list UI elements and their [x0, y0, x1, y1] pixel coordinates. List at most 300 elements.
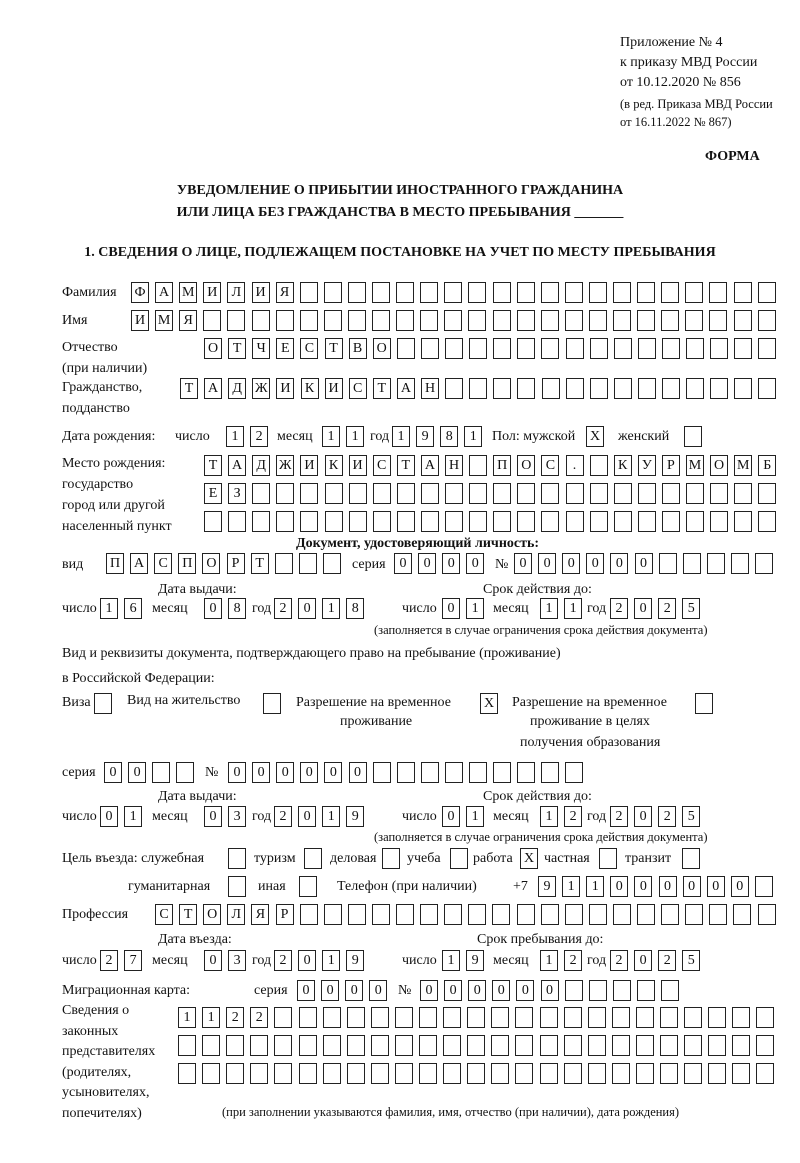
char-cell[interactable]: [178, 1035, 196, 1056]
char-cell[interactable]: 0: [541, 980, 559, 1001]
char-cell[interactable]: А: [421, 455, 439, 476]
char-cell[interactable]: 1: [100, 598, 118, 619]
char-cell[interactable]: [613, 904, 631, 925]
char-cell[interactable]: [710, 511, 728, 532]
char-cell[interactable]: [325, 483, 343, 504]
char-cell[interactable]: [304, 848, 322, 869]
char-cell[interactable]: [491, 1007, 509, 1028]
char-cell[interactable]: Н: [421, 378, 439, 399]
char-cell[interactable]: [420, 310, 438, 331]
char-cell[interactable]: 0: [321, 980, 339, 1001]
char-cell[interactable]: [755, 553, 773, 574]
char-cell[interactable]: 0: [683, 876, 701, 897]
char-cell[interactable]: 0: [252, 762, 270, 783]
char-cell[interactable]: 0: [298, 806, 316, 827]
char-cell[interactable]: [707, 553, 725, 574]
char-cell[interactable]: [612, 1007, 630, 1028]
char-cell[interactable]: 0: [516, 980, 534, 1001]
char-cell[interactable]: [94, 693, 112, 714]
char-cell[interactable]: М: [734, 455, 752, 476]
char-cell[interactable]: [710, 378, 728, 399]
char-cell[interactable]: 1: [322, 950, 340, 971]
char-cell[interactable]: [323, 1007, 341, 1028]
char-cell[interactable]: 6: [124, 598, 142, 619]
char-cell[interactable]: Е: [204, 483, 222, 504]
char-cell[interactable]: [202, 1035, 220, 1056]
char-cell[interactable]: О: [202, 553, 220, 574]
char-cell[interactable]: [467, 1007, 485, 1028]
char-cell[interactable]: [445, 762, 463, 783]
char-cell[interactable]: [347, 1035, 365, 1056]
char-cell[interactable]: 1: [392, 426, 410, 447]
char-cell[interactable]: [695, 693, 713, 714]
char-cell[interactable]: [299, 1035, 317, 1056]
char-cell[interactable]: [373, 511, 391, 532]
char-cell[interactable]: 0: [514, 553, 532, 574]
char-cell[interactable]: [756, 1035, 774, 1056]
char-cell[interactable]: 9: [416, 426, 434, 447]
char-cell[interactable]: [444, 282, 462, 303]
char-cell[interactable]: Т: [204, 455, 222, 476]
char-cell[interactable]: И: [325, 378, 343, 399]
char-cell[interactable]: [566, 511, 584, 532]
char-cell[interactable]: 1: [346, 426, 364, 447]
char-cell[interactable]: [686, 338, 704, 359]
char-cell[interactable]: 0: [420, 980, 438, 1001]
char-cell[interactable]: [421, 762, 439, 783]
char-cell[interactable]: [469, 455, 487, 476]
char-cell[interactable]: [708, 1035, 726, 1056]
char-cell[interactable]: [445, 378, 463, 399]
char-cell[interactable]: [541, 511, 559, 532]
char-cell[interactable]: Т: [180, 378, 198, 399]
char-cell[interactable]: [541, 483, 559, 504]
char-cell[interactable]: [613, 282, 631, 303]
char-cell[interactable]: [709, 282, 727, 303]
char-cell[interactable]: [734, 338, 752, 359]
char-cell[interactable]: [323, 553, 341, 574]
char-cell[interactable]: [204, 511, 222, 532]
char-cell[interactable]: [517, 282, 535, 303]
char-cell[interactable]: [540, 1035, 558, 1056]
char-cell[interactable]: [565, 310, 583, 331]
char-cell[interactable]: 0: [466, 553, 484, 574]
char-cell[interactable]: 1: [464, 426, 482, 447]
char-cell[interactable]: С: [541, 455, 559, 476]
char-cell[interactable]: И: [349, 455, 367, 476]
char-cell[interactable]: О: [710, 455, 728, 476]
char-cell[interactable]: О: [517, 455, 535, 476]
char-cell[interactable]: [202, 1063, 220, 1084]
char-cell[interactable]: [468, 282, 486, 303]
char-cell[interactable]: [372, 904, 390, 925]
char-cell[interactable]: 0: [394, 553, 412, 574]
char-cell[interactable]: [637, 980, 655, 1001]
char-cell[interactable]: [493, 762, 511, 783]
char-cell[interactable]: [589, 904, 607, 925]
char-cell[interactable]: [565, 904, 583, 925]
char-cell[interactable]: 1: [322, 806, 340, 827]
char-cell[interactable]: 1: [562, 876, 580, 897]
char-cell[interactable]: [226, 1063, 244, 1084]
char-cell[interactable]: [324, 282, 342, 303]
char-cell[interactable]: [731, 553, 749, 574]
char-cell[interactable]: [588, 1063, 606, 1084]
char-cell[interactable]: 0: [468, 980, 486, 1001]
char-cell[interactable]: 0: [634, 806, 652, 827]
char-cell[interactable]: [299, 876, 317, 897]
char-cell[interactable]: И: [300, 455, 318, 476]
char-cell[interactable]: [636, 1063, 654, 1084]
char-cell[interactable]: [445, 338, 463, 359]
char-cell[interactable]: 0: [369, 980, 387, 1001]
char-cell[interactable]: [541, 282, 559, 303]
char-cell[interactable]: Т: [228, 338, 246, 359]
char-cell[interactable]: [348, 904, 366, 925]
char-cell[interactable]: [443, 1035, 461, 1056]
char-cell[interactable]: [396, 310, 414, 331]
char-cell[interactable]: [517, 904, 535, 925]
char-cell[interactable]: 9: [346, 950, 364, 971]
char-cell[interactable]: [637, 282, 655, 303]
char-cell[interactable]: 1: [442, 950, 460, 971]
char-cell[interactable]: 3: [228, 806, 246, 827]
char-cell[interactable]: 0: [418, 553, 436, 574]
char-cell[interactable]: [324, 904, 342, 925]
char-cell[interactable]: [300, 483, 318, 504]
char-cell[interactable]: 0: [586, 553, 604, 574]
char-cell[interactable]: [734, 483, 752, 504]
char-cell[interactable]: [493, 310, 511, 331]
char-cell[interactable]: А: [130, 553, 148, 574]
char-cell[interactable]: [371, 1007, 389, 1028]
char-cell[interactable]: [756, 1063, 774, 1084]
char-cell[interactable]: Д: [252, 455, 270, 476]
char-cell[interactable]: [300, 282, 318, 303]
char-cell[interactable]: 0: [634, 950, 652, 971]
char-cell[interactable]: 1: [466, 598, 484, 619]
char-cell[interactable]: [684, 1063, 702, 1084]
char-cell[interactable]: [443, 1063, 461, 1084]
char-cell[interactable]: [564, 1035, 582, 1056]
char-cell[interactable]: [373, 762, 391, 783]
char-cell[interactable]: [732, 1007, 750, 1028]
char-cell[interactable]: [371, 1063, 389, 1084]
char-cell[interactable]: [599, 848, 617, 869]
char-cell[interactable]: [614, 483, 632, 504]
char-cell[interactable]: 0: [659, 876, 677, 897]
char-cell[interactable]: [323, 1063, 341, 1084]
char-cell[interactable]: [252, 310, 270, 331]
char-cell[interactable]: [590, 338, 608, 359]
char-cell[interactable]: 2: [610, 806, 628, 827]
char-cell[interactable]: [444, 904, 462, 925]
char-cell[interactable]: [638, 338, 656, 359]
char-cell[interactable]: [540, 1007, 558, 1028]
char-cell[interactable]: [686, 511, 704, 532]
char-cell[interactable]: [299, 1063, 317, 1084]
char-cell[interactable]: [517, 483, 535, 504]
char-cell[interactable]: 0: [610, 553, 628, 574]
char-cell[interactable]: А: [155, 282, 173, 303]
char-cell[interactable]: [299, 1007, 317, 1028]
char-cell[interactable]: Л: [227, 282, 245, 303]
char-cell[interactable]: [758, 483, 776, 504]
char-cell[interactable]: [612, 1063, 630, 1084]
char-cell[interactable]: [515, 1007, 533, 1028]
char-cell[interactable]: П: [106, 553, 124, 574]
char-cell[interactable]: 0: [634, 598, 652, 619]
char-cell[interactable]: [588, 1007, 606, 1028]
char-cell[interactable]: К: [614, 455, 632, 476]
char-cell[interactable]: 2: [274, 806, 292, 827]
char-cell[interactable]: [228, 876, 246, 897]
char-cell[interactable]: [590, 378, 608, 399]
char-cell[interactable]: 1: [540, 950, 558, 971]
char-cell[interactable]: 9: [346, 806, 364, 827]
char-cell[interactable]: [683, 553, 701, 574]
char-cell[interactable]: [421, 511, 439, 532]
char-cell[interactable]: [660, 1007, 678, 1028]
char-cell[interactable]: [469, 378, 487, 399]
char-cell[interactable]: В: [349, 338, 367, 359]
char-cell[interactable]: [565, 762, 583, 783]
char-cell[interactable]: 2: [658, 598, 676, 619]
char-cell[interactable]: [517, 310, 535, 331]
char-cell[interactable]: 1: [540, 806, 558, 827]
char-cell[interactable]: [372, 282, 390, 303]
char-cell[interactable]: [614, 338, 632, 359]
char-cell[interactable]: 2: [658, 950, 676, 971]
char-cell[interactable]: 0: [128, 762, 146, 783]
char-cell[interactable]: 1: [586, 876, 604, 897]
char-cell[interactable]: [661, 282, 679, 303]
char-cell[interactable]: [662, 378, 680, 399]
char-cell[interactable]: 0: [610, 876, 628, 897]
char-cell[interactable]: 1: [322, 598, 340, 619]
char-cell[interactable]: [419, 1063, 437, 1084]
char-cell[interactable]: [732, 1035, 750, 1056]
char-cell[interactable]: Т: [373, 378, 391, 399]
char-cell[interactable]: [493, 483, 511, 504]
char-cell[interactable]: К: [301, 378, 319, 399]
char-cell[interactable]: [708, 1007, 726, 1028]
char-cell[interactable]: [348, 282, 366, 303]
char-cell[interactable]: 1: [202, 1007, 220, 1028]
char-cell[interactable]: [684, 1007, 702, 1028]
char-cell[interactable]: [276, 483, 294, 504]
char-cell[interactable]: [637, 310, 655, 331]
char-cell[interactable]: [758, 511, 776, 532]
char-cell[interactable]: [517, 762, 535, 783]
char-cell[interactable]: Т: [179, 904, 197, 925]
char-cell[interactable]: [492, 904, 510, 925]
char-cell[interactable]: [734, 310, 752, 331]
char-cell[interactable]: [709, 904, 727, 925]
char-cell[interactable]: [324, 310, 342, 331]
char-cell[interactable]: [636, 1035, 654, 1056]
char-cell[interactable]: [419, 1035, 437, 1056]
char-cell[interactable]: [469, 762, 487, 783]
char-cell[interactable]: [758, 904, 776, 925]
char-cell[interactable]: [276, 511, 294, 532]
char-cell[interactable]: 0: [538, 553, 556, 574]
char-cell[interactable]: [564, 1063, 582, 1084]
char-cell[interactable]: [396, 904, 414, 925]
char-cell[interactable]: [228, 848, 246, 869]
char-cell[interactable]: [395, 1007, 413, 1028]
char-cell[interactable]: [300, 310, 318, 331]
char-cell[interactable]: [661, 980, 679, 1001]
char-cell[interactable]: [590, 483, 608, 504]
char-cell[interactable]: 0: [298, 950, 316, 971]
char-cell[interactable]: 8: [228, 598, 246, 619]
char-cell[interactable]: 9: [466, 950, 484, 971]
char-cell[interactable]: [300, 511, 318, 532]
char-cell[interactable]: 7: [124, 950, 142, 971]
char-cell[interactable]: [419, 1007, 437, 1028]
char-cell[interactable]: 3: [228, 950, 246, 971]
char-cell[interactable]: [566, 483, 584, 504]
char-cell[interactable]: [710, 483, 728, 504]
char-cell[interactable]: [468, 904, 486, 925]
char-cell[interactable]: [395, 1035, 413, 1056]
char-cell[interactable]: 2: [564, 950, 582, 971]
char-cell[interactable]: [659, 553, 677, 574]
char-cell[interactable]: [660, 1035, 678, 1056]
char-cell[interactable]: Т: [325, 338, 343, 359]
char-cell[interactable]: [756, 1007, 774, 1028]
char-cell[interactable]: 2: [250, 1007, 268, 1028]
char-cell[interactable]: А: [228, 455, 246, 476]
char-cell[interactable]: [637, 904, 655, 925]
char-cell[interactable]: [491, 1035, 509, 1056]
char-cell[interactable]: О: [203, 904, 221, 925]
char-cell[interactable]: С: [373, 455, 391, 476]
char-cell[interactable]: 8: [346, 598, 364, 619]
char-cell[interactable]: [274, 1063, 292, 1084]
char-cell[interactable]: [684, 1035, 702, 1056]
char-cell[interactable]: 0: [104, 762, 122, 783]
char-cell[interactable]: 0: [204, 598, 222, 619]
char-cell[interactable]: Т: [251, 553, 269, 574]
char-cell[interactable]: 0: [345, 980, 363, 1001]
char-cell[interactable]: [347, 1007, 365, 1028]
char-cell[interactable]: [372, 310, 390, 331]
char-cell[interactable]: 1: [322, 426, 340, 447]
char-cell[interactable]: [590, 455, 608, 476]
char-cell[interactable]: 2: [250, 426, 268, 447]
char-cell[interactable]: [467, 1035, 485, 1056]
char-cell[interactable]: [493, 378, 511, 399]
char-cell[interactable]: С: [154, 553, 172, 574]
char-cell[interactable]: Ж: [252, 378, 270, 399]
char-cell[interactable]: Ж: [276, 455, 294, 476]
char-cell[interactable]: [613, 310, 631, 331]
char-cell[interactable]: [152, 762, 170, 783]
char-cell[interactable]: А: [397, 378, 415, 399]
char-cell[interactable]: [348, 310, 366, 331]
char-cell[interactable]: 2: [226, 1007, 244, 1028]
char-cell[interactable]: [226, 1035, 244, 1056]
char-cell[interactable]: X: [586, 426, 604, 447]
char-cell[interactable]: 0: [444, 980, 462, 1001]
char-cell[interactable]: С: [300, 338, 318, 359]
char-cell[interactable]: [371, 1035, 389, 1056]
char-cell[interactable]: .: [566, 455, 584, 476]
char-cell[interactable]: У: [638, 455, 656, 476]
char-cell[interactable]: И: [203, 282, 221, 303]
char-cell[interactable]: [734, 511, 752, 532]
char-cell[interactable]: 0: [731, 876, 749, 897]
char-cell[interactable]: [493, 338, 511, 359]
char-cell[interactable]: К: [325, 455, 343, 476]
char-cell[interactable]: [397, 338, 415, 359]
char-cell[interactable]: 1: [540, 598, 558, 619]
char-cell[interactable]: [758, 338, 776, 359]
char-cell[interactable]: Е: [276, 338, 294, 359]
char-cell[interactable]: [252, 511, 270, 532]
char-cell[interactable]: [566, 338, 584, 359]
char-cell[interactable]: [382, 848, 400, 869]
char-cell[interactable]: [469, 511, 487, 532]
char-cell[interactable]: 0: [635, 553, 653, 574]
char-cell[interactable]: [662, 511, 680, 532]
char-cell[interactable]: 2: [658, 806, 676, 827]
char-cell[interactable]: X: [520, 848, 538, 869]
char-cell[interactable]: [349, 483, 367, 504]
char-cell[interactable]: [276, 310, 294, 331]
char-cell[interactable]: [275, 553, 293, 574]
char-cell[interactable]: [300, 904, 318, 925]
char-cell[interactable]: [612, 1035, 630, 1056]
char-cell[interactable]: А: [204, 378, 222, 399]
char-cell[interactable]: Ф: [131, 282, 149, 303]
char-cell[interactable]: [493, 511, 511, 532]
char-cell[interactable]: [347, 1063, 365, 1084]
char-cell[interactable]: [469, 338, 487, 359]
char-cell[interactable]: [250, 1035, 268, 1056]
char-cell[interactable]: 1: [226, 426, 244, 447]
char-cell[interactable]: 8: [440, 426, 458, 447]
char-cell[interactable]: 5: [682, 806, 700, 827]
char-cell[interactable]: [636, 1007, 654, 1028]
char-cell[interactable]: И: [252, 282, 270, 303]
char-cell[interactable]: [734, 282, 752, 303]
char-cell[interactable]: [517, 378, 535, 399]
char-cell[interactable]: [491, 1063, 509, 1084]
char-cell[interactable]: 0: [276, 762, 294, 783]
char-cell[interactable]: Р: [227, 553, 245, 574]
char-cell[interactable]: [445, 511, 463, 532]
char-cell[interactable]: [274, 1007, 292, 1028]
char-cell[interactable]: [541, 762, 559, 783]
char-cell[interactable]: [541, 338, 559, 359]
char-cell[interactable]: [444, 310, 462, 331]
char-cell[interactable]: М: [686, 455, 704, 476]
char-cell[interactable]: [445, 483, 463, 504]
char-cell[interactable]: 0: [228, 762, 246, 783]
char-cell[interactable]: [420, 904, 438, 925]
char-cell[interactable]: 0: [324, 762, 342, 783]
char-cell[interactable]: [565, 282, 583, 303]
char-cell[interactable]: [661, 904, 679, 925]
char-cell[interactable]: [662, 338, 680, 359]
char-cell[interactable]: О: [373, 338, 391, 359]
char-cell[interactable]: М: [155, 310, 173, 331]
char-cell[interactable]: [734, 378, 752, 399]
char-cell[interactable]: Я: [276, 282, 294, 303]
